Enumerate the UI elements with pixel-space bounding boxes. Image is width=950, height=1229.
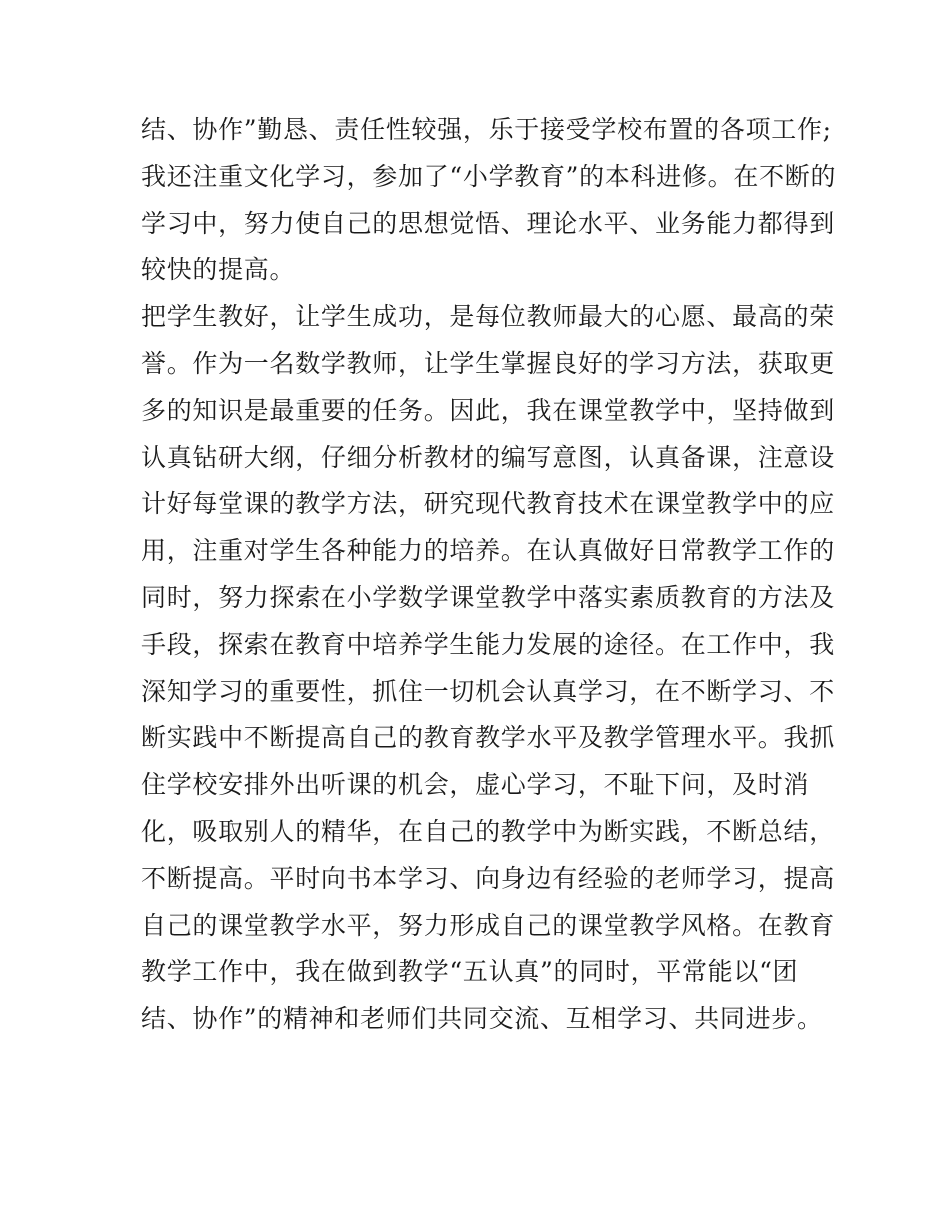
text-line: 用，注重对学生各种能力的培养。在认真做好日常教学工作的 bbox=[141, 536, 835, 566]
text-line: 结、协作”的精神和老师们共同交流、互相学习、共同进步。 bbox=[141, 1004, 823, 1034]
text-line: 学习中，努力使自己的思想觉悟、理论水平、业务能力都得到 bbox=[141, 208, 835, 238]
body-text bbox=[141, 107, 837, 1043]
text-line: 自己的课堂教学水平，努力形成自己的课堂教学风格。在教育 bbox=[141, 910, 835, 940]
text-line: 认真钻研大纲，仔细分析教材的编写意图，认真备课，注意设 bbox=[141, 442, 835, 472]
text-line: 断实践中不断提高自己的教育教学水平及教学管理水平。我抓 bbox=[141, 723, 835, 753]
text-line: 化，吸取别人的精华，在自己的教学中为断实践，不断总结， bbox=[141, 816, 835, 846]
text-line: 多的知识是最重要的任务。因此，我在课堂教学中，坚持做到 bbox=[141, 395, 835, 425]
text-line: 手段，探索在教育中培养学生能力发展的途径。在工作中，我 bbox=[141, 629, 835, 659]
text-line: 深知学习的重要性，抓住一切机会认真学习，在不断学习、不 bbox=[141, 676, 835, 706]
text-line: 较快的提高。 bbox=[141, 255, 296, 285]
text-line: 教学工作中，我在做到教学“五认真”的同时，平常能以“团 bbox=[141, 957, 799, 987]
text-line: 把学生教好，让学生成功，是每位教师最大的心愿、最高的荣 bbox=[141, 302, 835, 332]
text-line: 同时，努力探索在小学数学课堂教学中落实素质教育的方法及 bbox=[141, 582, 835, 612]
text-line: 结、协作”勤恳、责任性较强，乐于接受学校布置的各项工作; bbox=[141, 115, 832, 144]
text-line: 不断提高。平时向书本学习、向身边有经验的老师学习，提高 bbox=[141, 863, 835, 893]
text-line: 誉。作为一名数学教师，让学生掌握良好的学习方法，获取更 bbox=[141, 348, 835, 378]
text-line: 计好每堂课的教学方法，研究现代教育技术在课堂教学中的应 bbox=[141, 489, 835, 519]
text-line: 我还注重文化学习，参加了“小学教育”的本科进修。在不断的 bbox=[141, 161, 837, 191]
text-line: 住学校安排外出听课的机会，虚心学习，不耻下问，及时消 bbox=[141, 770, 810, 800]
